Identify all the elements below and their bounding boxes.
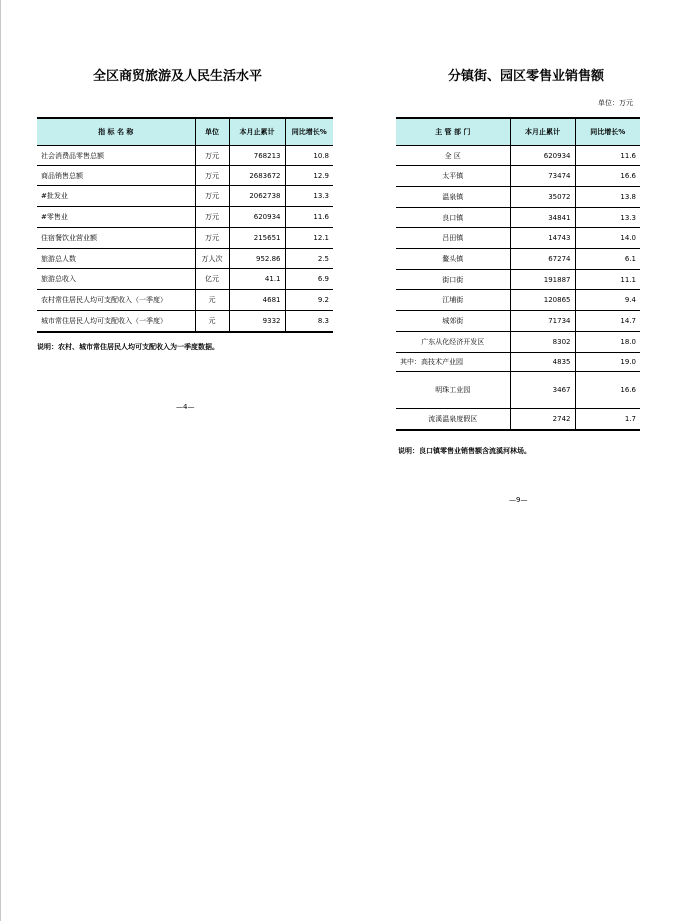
row-growth: 1.7 bbox=[575, 409, 640, 430]
row-value: 952.86 bbox=[229, 249, 285, 269]
row-growth: 11.6 bbox=[285, 207, 333, 228]
row-growth: 18.0 bbox=[575, 332, 640, 353]
row-name: 社会消费品零售总额 bbox=[37, 146, 195, 166]
row-growth: 8.3 bbox=[285, 311, 333, 332]
col-header-indicator: 指 标 名 称 bbox=[37, 118, 195, 146]
row-name: 良口镇 bbox=[396, 208, 510, 228]
row-value: 768213 bbox=[229, 146, 285, 166]
table-row bbox=[396, 353, 640, 372]
table-row bbox=[37, 269, 333, 290]
row-unit: 元 bbox=[195, 290, 229, 311]
row-name: 商品销售总额 bbox=[37, 166, 195, 186]
row-name: #批发业 bbox=[37, 186, 195, 207]
row-value: 620934 bbox=[229, 207, 285, 228]
table-row bbox=[396, 290, 640, 311]
row-growth: 14.7 bbox=[575, 311, 640, 332]
row-name: 江埔街 bbox=[396, 290, 510, 311]
table-row bbox=[396, 270, 640, 290]
row-unit: 亿元 bbox=[195, 269, 229, 290]
table-row bbox=[396, 228, 640, 249]
col-header-unit: 单位 bbox=[195, 118, 229, 146]
row-unit: 万元 bbox=[195, 166, 229, 186]
row-name: 街口街 bbox=[396, 270, 510, 290]
row-value: 73474 bbox=[510, 166, 575, 187]
row-value: 14743 bbox=[510, 228, 575, 249]
col-header-growth: 同比增长% bbox=[575, 118, 640, 146]
row-name: 农村常住居民人均可支配收入（一季度） bbox=[37, 290, 195, 311]
table-row bbox=[396, 372, 640, 409]
row-unit: 万元 bbox=[195, 228, 229, 249]
row-growth: 6.9 bbox=[285, 269, 333, 290]
row-name: 鳌头镇 bbox=[396, 249, 510, 270]
row-unit: 元 bbox=[195, 311, 229, 332]
row-value: 41.1 bbox=[229, 269, 285, 290]
row-growth: 13.3 bbox=[285, 186, 333, 207]
row-growth: 10.8 bbox=[285, 146, 333, 166]
row-name: 旅游总人数 bbox=[37, 249, 195, 269]
left-indicator-table bbox=[37, 117, 333, 333]
row-name: 吕田镇 bbox=[396, 228, 510, 249]
left-table-header-row bbox=[37, 118, 333, 146]
col-header-cumulative: 本月止累计 bbox=[229, 118, 285, 146]
table-row bbox=[396, 166, 640, 187]
row-growth: 6.1 bbox=[575, 249, 640, 270]
row-name: 全 区 bbox=[396, 146, 510, 166]
left-page-title: 全区商贸旅游及人民生活水平 bbox=[93, 69, 263, 84]
table-row bbox=[396, 311, 640, 332]
row-unit: 万元 bbox=[195, 207, 229, 228]
row-value: 620934 bbox=[510, 146, 575, 166]
row-growth: 11.1 bbox=[575, 270, 640, 290]
table-row bbox=[37, 311, 333, 332]
left-footnote: 说明：农村、城市常住居民人均可支配收入为一季度数据。 bbox=[37, 343, 219, 351]
table-row bbox=[37, 249, 333, 269]
row-value: 71734 bbox=[510, 311, 575, 332]
row-value: 34841 bbox=[510, 208, 575, 228]
row-growth: 13.8 bbox=[575, 187, 640, 208]
right-page-number: —9— bbox=[509, 496, 528, 504]
col-header-cumulative: 本月止累计 bbox=[510, 118, 575, 146]
table-row bbox=[396, 332, 640, 353]
col-header-department: 主 管 部 门 bbox=[396, 118, 510, 146]
row-growth: 14.0 bbox=[575, 228, 640, 249]
row-value: 4681 bbox=[229, 290, 285, 311]
row-unit: 万人次 bbox=[195, 249, 229, 269]
row-name: 流溪温泉度假区 bbox=[396, 409, 510, 430]
row-growth: 16.6 bbox=[575, 166, 640, 187]
right-footnote: 说明：良口镇零售业销售额含流溪河林场。 bbox=[398, 447, 531, 455]
table-row bbox=[37, 146, 333, 166]
row-name: 住宿餐饮业营业额 bbox=[37, 228, 195, 249]
row-value: 9332 bbox=[229, 311, 285, 332]
row-value: 35072 bbox=[510, 187, 575, 208]
right-page-title: 分镇街、园区零售业销售额 bbox=[448, 69, 605, 84]
row-value: 2683672 bbox=[229, 166, 285, 186]
row-growth: 9.4 bbox=[575, 290, 640, 311]
row-value: 67274 bbox=[510, 249, 575, 270]
row-name: 其中：高技术产业园 bbox=[396, 353, 510, 372]
row-value: 120865 bbox=[510, 290, 575, 311]
row-value: 2062738 bbox=[229, 186, 285, 207]
table-row bbox=[396, 208, 640, 228]
row-growth: 12.1 bbox=[285, 228, 333, 249]
left-page-number: —4— bbox=[176, 403, 195, 411]
row-unit: 万元 bbox=[195, 146, 229, 166]
row-name: 明珠工业园 bbox=[396, 372, 510, 409]
table-row bbox=[37, 166, 333, 186]
row-value: 3467 bbox=[510, 372, 575, 409]
row-growth: 13.3 bbox=[575, 208, 640, 228]
table-row bbox=[396, 187, 640, 208]
row-name: 广东从化经济开发区 bbox=[396, 332, 510, 353]
row-growth: 9.2 bbox=[285, 290, 333, 311]
row-growth: 11.6 bbox=[575, 146, 640, 166]
row-name: 太平镇 bbox=[396, 166, 510, 187]
row-name: 旅游总收入 bbox=[37, 269, 195, 290]
row-name: 城市常住居民人均可支配收入（一季度） bbox=[37, 311, 195, 332]
row-growth: 19.0 bbox=[575, 353, 640, 372]
page-edge bbox=[0, 0, 1, 921]
row-unit: 万元 bbox=[195, 186, 229, 207]
table-row bbox=[37, 186, 333, 207]
right-retail-table bbox=[396, 117, 640, 431]
row-growth: 2.5 bbox=[285, 249, 333, 269]
table-row bbox=[37, 228, 333, 249]
table-row bbox=[396, 409, 640, 430]
row-value: 191887 bbox=[510, 270, 575, 290]
table-row bbox=[396, 146, 640, 166]
table-row bbox=[396, 249, 640, 270]
row-name: 温泉镇 bbox=[396, 187, 510, 208]
unit-note: 单位：万元 bbox=[598, 99, 633, 107]
row-name: #零售业 bbox=[37, 207, 195, 228]
right-table-header-row bbox=[396, 118, 640, 146]
row-name: 城郊街 bbox=[396, 311, 510, 332]
row-value: 8302 bbox=[510, 332, 575, 353]
col-header-growth: 同比增长% bbox=[285, 118, 333, 146]
row-value: 4835 bbox=[510, 353, 575, 372]
table-row bbox=[37, 290, 333, 311]
row-growth: 16.6 bbox=[575, 372, 640, 409]
row-growth: 12.9 bbox=[285, 166, 333, 186]
row-value: 215651 bbox=[229, 228, 285, 249]
row-value: 2742 bbox=[510, 409, 575, 430]
table-row bbox=[37, 207, 333, 228]
